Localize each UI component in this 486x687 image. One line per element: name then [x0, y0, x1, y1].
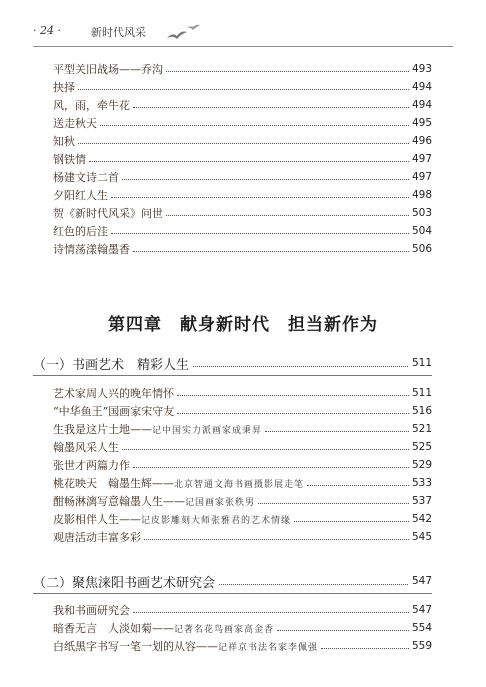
- entry-title: 艺术家周人兴的晚年情怀: [53, 387, 174, 400]
- entry-title: 桃花映天 翰墨生辉——: [53, 477, 174, 490]
- entry-subtitle: 记皮影雕刻大师张雅君的艺术情缘: [141, 515, 292, 526]
- entry-title: 钢铁情: [53, 153, 86, 166]
- entry-page: 497: [411, 171, 432, 183]
- leader-dots: [89, 161, 409, 162]
- leader-dots: [265, 431, 409, 432]
- leader-dots: [307, 485, 409, 486]
- toc-entry[interactable]: [53, 384, 432, 402]
- entry-title: 平型关旧战场——乔沟: [53, 63, 163, 76]
- toc-entry[interactable]: [53, 528, 432, 546]
- entry-page: 516: [411, 405, 432, 417]
- leader-dots: [122, 449, 409, 450]
- toc-entry[interactable]: [53, 456, 432, 474]
- entry-title: 抉择: [53, 81, 75, 94]
- leader-dots: [219, 584, 408, 585]
- entry-page: 542: [411, 513, 432, 525]
- toc-entry[interactable]: [53, 601, 432, 619]
- entry-title: 生我是这片土地——: [53, 423, 152, 436]
- leader-dots: [166, 71, 409, 72]
- entry-page: 494: [411, 81, 432, 93]
- leader-dots: [277, 630, 409, 631]
- entry-page: 525: [411, 441, 432, 453]
- entry-page: 506: [411, 243, 432, 255]
- entry-page: 554: [411, 622, 432, 634]
- entry-title: 酣畅淋漓写意翰墨人生——: [53, 495, 185, 508]
- entry-title: 夕阳红人生: [53, 189, 108, 202]
- leader-dots: [122, 179, 409, 180]
- toc-entry[interactable]: [53, 492, 432, 510]
- entry-page: 495: [411, 117, 432, 129]
- page-header: [33, 12, 453, 56]
- toc-entry[interactable]: [53, 186, 432, 204]
- leader-dots: [177, 413, 409, 414]
- entry-page: 504: [411, 225, 432, 237]
- leader-dots: [144, 539, 409, 540]
- toc-entry[interactable]: [53, 114, 432, 132]
- entry-title: 杨建文诗二首: [53, 171, 119, 184]
- entry-title: “中华鱼王”国画家宋守友: [53, 405, 175, 418]
- entry-page: 511: [411, 387, 432, 399]
- entry-subtitle: 北京智通文海书画摄影展走笔: [174, 479, 305, 490]
- entry-page: 503: [411, 207, 432, 219]
- entry-page: 493: [411, 63, 432, 75]
- entry-page: 545: [411, 531, 432, 543]
- entry-subtitle: 记中国实力派画家成秉昇: [152, 425, 263, 436]
- entry-page: 559: [411, 640, 432, 652]
- entry-page: 533: [411, 477, 432, 489]
- leader-dots: [111, 197, 409, 198]
- entry-page: 521: [411, 423, 432, 435]
- toc-entry[interactable]: [53, 420, 432, 438]
- header-rule: [33, 46, 453, 47]
- toc-entry[interactable]: [53, 78, 432, 96]
- entry-title: 白纸黑字书写一笔一划的从容——: [53, 640, 218, 653]
- entry-page: 497: [411, 153, 432, 165]
- section-title: （一）书画艺术 精彩人生: [33, 357, 190, 373]
- toc-entry[interactable]: [53, 150, 432, 168]
- section-heading[interactable]: [33, 352, 432, 374]
- section-heading[interactable]: [33, 570, 432, 592]
- entry-title: 观唐活动丰富多彩: [53, 531, 141, 544]
- toc-entry[interactable]: [53, 240, 432, 258]
- entry-page: 547: [411, 604, 432, 616]
- leader-dots: [133, 467, 409, 468]
- birds-icon: [165, 22, 205, 48]
- entry-title: 红色的后洼: [53, 225, 108, 238]
- leader-dots: [78, 89, 409, 90]
- toc-entry[interactable]: [53, 204, 432, 222]
- leader-dots: [166, 215, 409, 216]
- leader-dots: [78, 143, 409, 144]
- toc-entry[interactable]: [53, 438, 432, 456]
- leader-dots: [133, 612, 409, 613]
- entry-subtitle: 记国画家张秩男: [185, 497, 256, 508]
- toc-entry[interactable]: [53, 60, 432, 78]
- leader-dots: [111, 233, 409, 234]
- leader-dots: [177, 395, 409, 396]
- entry-title: 我和书画研究会: [53, 604, 130, 617]
- entry-page: 529: [411, 459, 432, 471]
- entry-page: 537: [411, 495, 432, 507]
- toc-entry[interactable]: [53, 474, 432, 492]
- toc-entry[interactable]: [53, 96, 432, 114]
- entry-page: 494: [411, 99, 432, 111]
- entry-page: 496: [411, 135, 432, 147]
- entry-title: 诗情荡漾翰墨香: [53, 243, 130, 256]
- entry-title: 翰墨风采人生: [53, 441, 119, 454]
- toc-entry[interactable]: [53, 132, 432, 150]
- entry-subtitle: 记祥京书法名家李佩强: [218, 642, 319, 653]
- toc-entry[interactable]: [53, 637, 432, 655]
- section-page: 547: [411, 575, 432, 587]
- leader-dots: [258, 503, 409, 504]
- entry-subtitle: 记著名花鸟画家高金香: [174, 624, 275, 635]
- entry-title: 风，雨，牵牛花: [53, 99, 130, 112]
- section-rule: [33, 375, 432, 376]
- leader-dots: [133, 251, 409, 252]
- entry-page: 498: [411, 189, 432, 201]
- toc-entry[interactable]: [53, 222, 432, 240]
- toc-entry[interactable]: [53, 168, 432, 186]
- leader-dots: [321, 648, 409, 649]
- entry-title: 暗香无言 人淡如菊——: [53, 622, 174, 635]
- page-number: · 24 ·: [33, 24, 61, 37]
- chapter-title: 第四章 献身新时代 担当新作为: [108, 315, 378, 335]
- section-title: （二）聚焦涞阳书画艺术研究会: [33, 575, 216, 591]
- toc-entry[interactable]: [53, 619, 432, 637]
- entry-title: 送走秋天: [53, 117, 97, 130]
- entry-title: 张世才两篇力作: [53, 459, 130, 472]
- section-page: 511: [411, 357, 432, 369]
- entry-title: 知秋: [53, 135, 75, 148]
- leader-dots: [294, 521, 409, 522]
- leader-dots: [100, 125, 409, 126]
- leader-dots: [133, 107, 409, 108]
- entry-title: 皮影相伴人生——: [53, 513, 141, 526]
- toc-entry[interactable]: [53, 510, 432, 528]
- book-title: 新时代风采: [91, 26, 146, 39]
- toc-entry[interactable]: [53, 402, 432, 420]
- leader-dots: [193, 366, 408, 367]
- section-rule: [33, 593, 432, 594]
- entry-title: 贺《新时代风采》问世: [53, 207, 163, 220]
